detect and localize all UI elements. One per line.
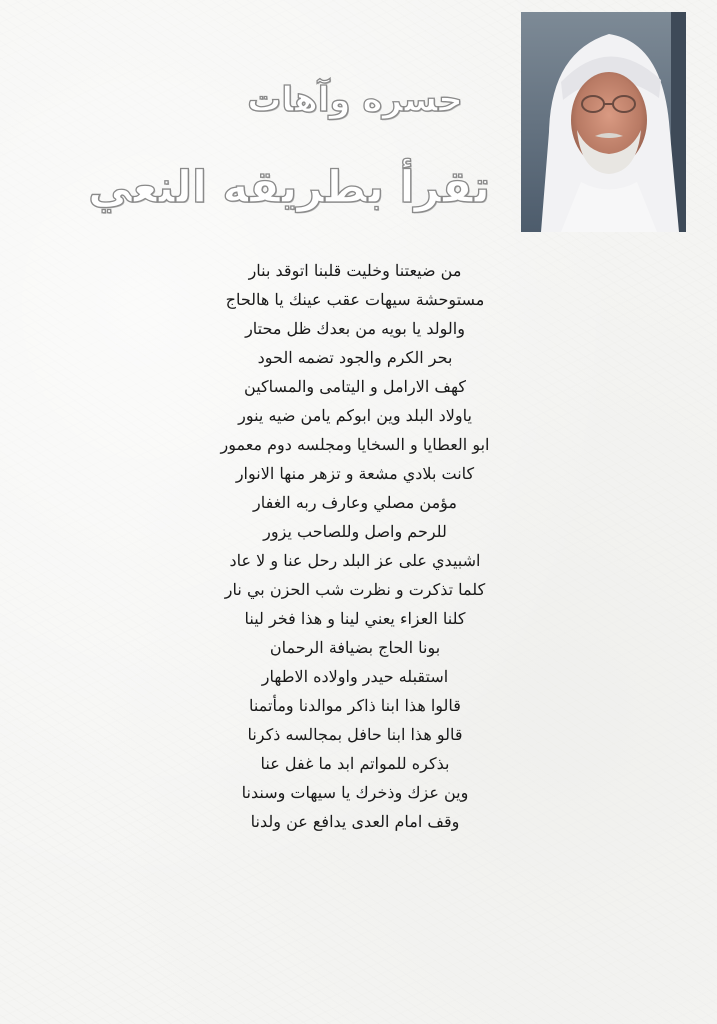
poem-line: كلما تذكرت و نظرت شب الحزن بي نار — [224, 580, 486, 599]
poem-line: للرحم واصل وللصاحب يزور — [263, 522, 447, 541]
portrait-image — [521, 12, 686, 232]
poem-line: مستوحشة سيهات عقب عينك يا هالحاج — [225, 290, 485, 309]
poem-line: قالو هذا ابنا حافل بمجالسه ذكرنا — [247, 725, 463, 744]
title-line-1: حسره وآهات — [247, 80, 463, 120]
poem-line: وين عزك وذخرك يا سيهات وسندنا — [241, 783, 469, 802]
poem-line: بونا الحاج بضيافة الرحمان — [269, 638, 441, 657]
poem-line: بذكره للمواتم ابد ما غفل عنا — [260, 754, 450, 773]
title-line-2: تقرأ بطريقه النعي — [88, 162, 490, 213]
poem-line: وقف امام العدى يدافع عن ولدنا — [250, 812, 460, 831]
poem-line: كهف الارامل و اليتامى والمساكين — [244, 377, 466, 396]
poem-line: اشبيدي على عز البلد رحل عنا و لا عاد — [229, 551, 481, 570]
poem-line: ابو العطايا و السخايا ومجلسه دوم معمور — [220, 435, 490, 454]
poem-line: من ضيعتنا وخليت قلبنا اتوقد بنار — [248, 261, 462, 280]
poem-line: قالوا هذا ابنا ذاكر موالدنا ومأتمنا — [249, 696, 461, 715]
poem-line: والولد يا بويه من بعدك ظل محتار — [245, 319, 465, 338]
poem-line: بحر الكرم والجود تضمه الحود — [257, 348, 453, 367]
poem-line: كانت بلادي مشعة و تزهر منها الانوار — [235, 464, 475, 483]
poem-line: استقبله حيدر واولاده الاطهار — [261, 667, 449, 686]
poem-line: مؤمن مصلي وعارف ربه الغفار — [253, 493, 457, 512]
poem-line: ياولاد البلد وين ابوكم يامن ضيه ينور — [238, 406, 472, 425]
poem-line: كلنا العزاء يعني لينا و هذا فخر لينا — [244, 609, 466, 628]
poem-verses — [190, 256, 520, 836]
portrait-photo — [521, 12, 686, 232]
